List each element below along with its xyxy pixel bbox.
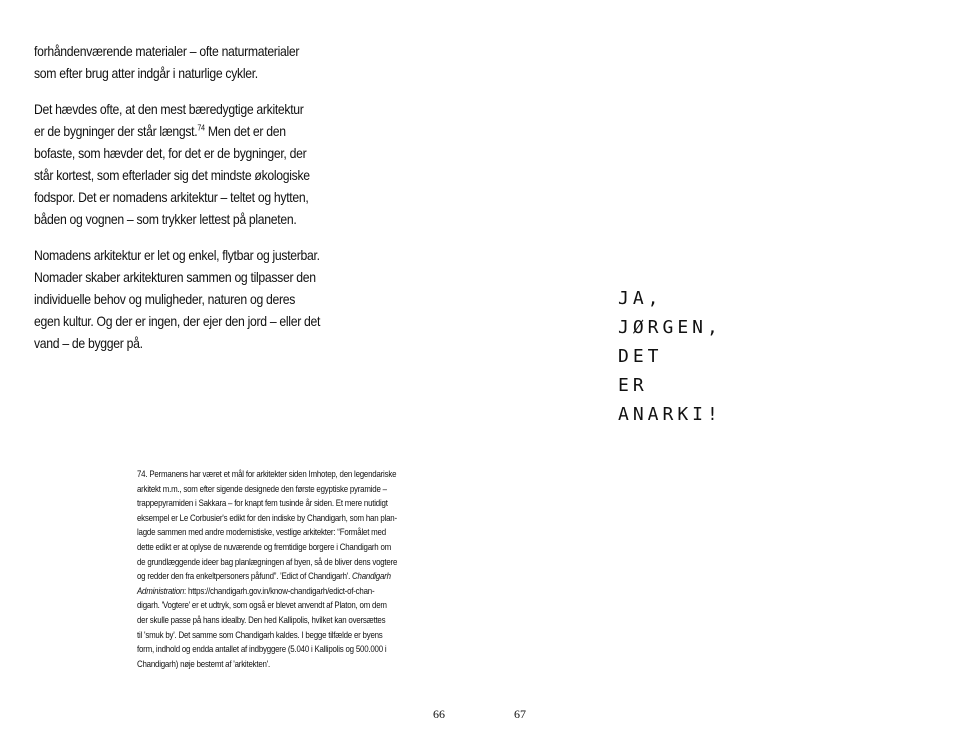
quote-line: ANARKI! bbox=[618, 404, 722, 425]
footnote-line bbox=[137, 569, 421, 584]
text-segment: Men det er den bbox=[207, 124, 286, 139]
quote-line: JØRGEN, bbox=[618, 317, 722, 338]
text-line: forhåndenværende materialer – ofte naturmaterialer bbox=[34, 44, 300, 59]
footnote-line: de grundlæggende ideer bag planlægningen af byen, så de bliver dens vogtere bbox=[137, 556, 398, 567]
text-line: Nomader skaber arkitekturen sammen og tilpasser den bbox=[34, 270, 316, 285]
quote-line: JA, bbox=[618, 288, 663, 309]
quote-line: ER bbox=[618, 375, 648, 396]
italic-source-title: Chandigarh bbox=[352, 571, 391, 582]
footnote-line: til 'smuk by'. Det samme som Chandigarh kaldes. I begge tilfælde er byens bbox=[137, 629, 383, 640]
footnote-line: arkitekt m.m., som efter sigende designede den første egyptiske pyramide – bbox=[137, 483, 387, 494]
footnote-line: trappepyramiden i Sakkara – for knapt fem tusinde år siden. Et mere nutidigt bbox=[137, 498, 388, 509]
page-number-left: 66 bbox=[433, 707, 445, 721]
footnote-line: dette edikt er at oplyse de nuværende og fremtidige borgere i Chandigarh om bbox=[137, 541, 391, 552]
footnote-line: lagde sammen med andre modernistiske, vestlige arkitekter: “Formålet med bbox=[137, 527, 386, 538]
footnote-line: der skulle passe på hans idealby. Den hed Kallipolis, hvilket kan oversættes bbox=[137, 614, 386, 625]
text-segment: er de bygninger der står længst. bbox=[34, 124, 198, 139]
text-line: fodspor. Det er nomadens arkitektur – teltet og hytten, bbox=[34, 190, 309, 205]
paragraph-2 bbox=[34, 99, 331, 231]
italic-source-title: Administration bbox=[137, 585, 185, 596]
quote-line: DET bbox=[618, 346, 663, 367]
text-line: båden og vognen – som trykker lettest på planeten. bbox=[34, 212, 297, 227]
footnote-line: form, indhold og endda antallet af indbyggere (5.040 i Kallipolis og 500.000 i bbox=[137, 644, 387, 655]
text-line: bofaste, som hævder det, for det er de bygninger, der bbox=[34, 146, 307, 161]
text-line: Det hævdes ofte, at den mest bæredygtige arkitektur bbox=[34, 102, 304, 117]
footnote-line: 74. Permanens har været et mål for arkitekter siden Imhotep, den legendariske bbox=[137, 469, 397, 479]
paragraph-1 bbox=[34, 41, 331, 85]
page-number-right: 67 bbox=[514, 707, 526, 721]
text-line: individuelle behov og muligheder, naturen og deres bbox=[34, 292, 296, 307]
text-line: som efter brug atter indgår i naturlige cykler. bbox=[34, 66, 258, 81]
text-segment: og redder den fra enkeltpersoners påfund”. 'Edict of Chandigarh'. bbox=[137, 571, 351, 582]
text-line: Nomadens arkitektur er let og enkel, flytbar og justerbar. bbox=[34, 248, 320, 263]
body-text bbox=[34, 41, 331, 369]
text-line bbox=[34, 121, 331, 143]
url-text: : https://chandigarh.gov.in/know-chandigarh/edict-of-chan- bbox=[184, 585, 375, 596]
footnote-line: digarh. 'Vogtere' er et udtryk, som også er blevet anvendt af Platon, om dem bbox=[137, 600, 387, 611]
text-line: står kortest, som efterlader sig det mindste økologiske bbox=[34, 168, 310, 183]
text-line: vand – de bygger på. bbox=[34, 336, 143, 351]
footnote bbox=[137, 467, 421, 671]
pull-quote bbox=[618, 284, 722, 429]
footnote-line: Chandigarh) nøje bestemt af 'arkitekten'. bbox=[137, 658, 270, 669]
text-line: egen kultur. Og der er ingen, der ejer den jord – eller det bbox=[34, 314, 321, 329]
footnote-line bbox=[137, 584, 421, 599]
footnote-reference[interactable]: 74 bbox=[197, 123, 205, 133]
footnote-line: eksempel er Le Corbusier's edikt for den indiske by Chandigarh, som han plan- bbox=[137, 512, 397, 523]
paragraph-3 bbox=[34, 245, 331, 355]
